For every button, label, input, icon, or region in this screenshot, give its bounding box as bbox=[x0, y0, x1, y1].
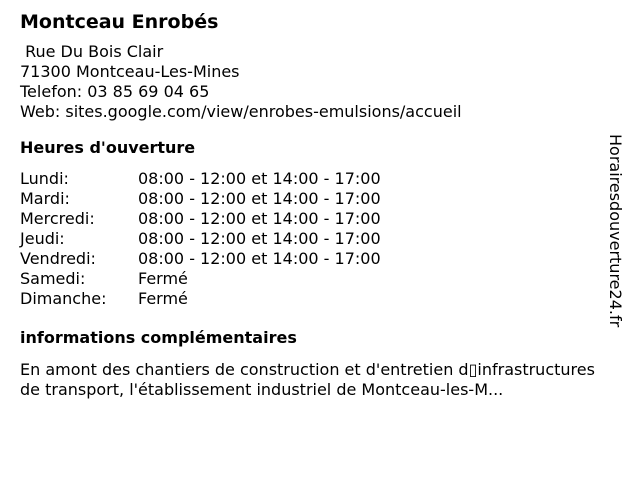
address-block bbox=[20, 42, 610, 122]
hours-row-friday bbox=[20, 249, 610, 269]
site-watermark: Horairesdouverture24.fr bbox=[606, 134, 625, 328]
day-label: Vendredi: bbox=[20, 249, 96, 268]
info-heading: informations complémentaires bbox=[20, 328, 297, 347]
hours-row-tuesday bbox=[20, 189, 610, 209]
hours-row-saturday bbox=[20, 269, 610, 289]
day-hours: Fermé bbox=[138, 289, 188, 308]
street-line: Rue Du Bois Clair bbox=[20, 42, 164, 61]
hours-row-monday bbox=[20, 169, 610, 189]
web-line: Web: sites.google.com/view/enrobes-emulsions/accueil bbox=[20, 102, 462, 121]
day-hours: 08:00 - 12:00 et 14:00 - 17:00 bbox=[138, 169, 381, 188]
day-label: Jeudi: bbox=[20, 229, 65, 248]
day-hours: 08:00 - 12:00 et 14:00 - 17:00 bbox=[138, 249, 381, 268]
hours-heading: Heures d'ouverture bbox=[20, 138, 196, 157]
business-card bbox=[20, 9, 610, 400]
day-hours: 08:00 - 12:00 et 14:00 - 17:00 bbox=[138, 229, 381, 248]
day-label: Dimanche: bbox=[20, 289, 107, 308]
info-description: En amont des chantiers de construction et d'entretien d▯infrastructures de transport, l'établissement industriel de Montceau-les-M... bbox=[20, 360, 595, 399]
day-label: Samedi: bbox=[20, 269, 86, 288]
day-label: Mercredi: bbox=[20, 209, 95, 228]
day-label: Lundi: bbox=[20, 169, 69, 188]
opening-hours-list bbox=[20, 169, 610, 309]
business-name: Montceau Enrobés bbox=[20, 11, 219, 33]
hours-row-sunday bbox=[20, 289, 610, 309]
day-hours: 08:00 - 12:00 et 14:00 - 17:00 bbox=[138, 209, 381, 228]
day-label: Mardi: bbox=[20, 189, 70, 208]
city-line: 71300 Montceau-Les-Mines bbox=[20, 62, 240, 81]
day-hours: Fermé bbox=[138, 269, 188, 288]
phone-line: Telefon: 03 85 69 04 65 bbox=[20, 82, 210, 101]
day-hours: 08:00 - 12:00 et 14:00 - 17:00 bbox=[138, 189, 381, 208]
hours-row-wednesday bbox=[20, 209, 610, 229]
hours-row-thursday bbox=[20, 229, 610, 249]
